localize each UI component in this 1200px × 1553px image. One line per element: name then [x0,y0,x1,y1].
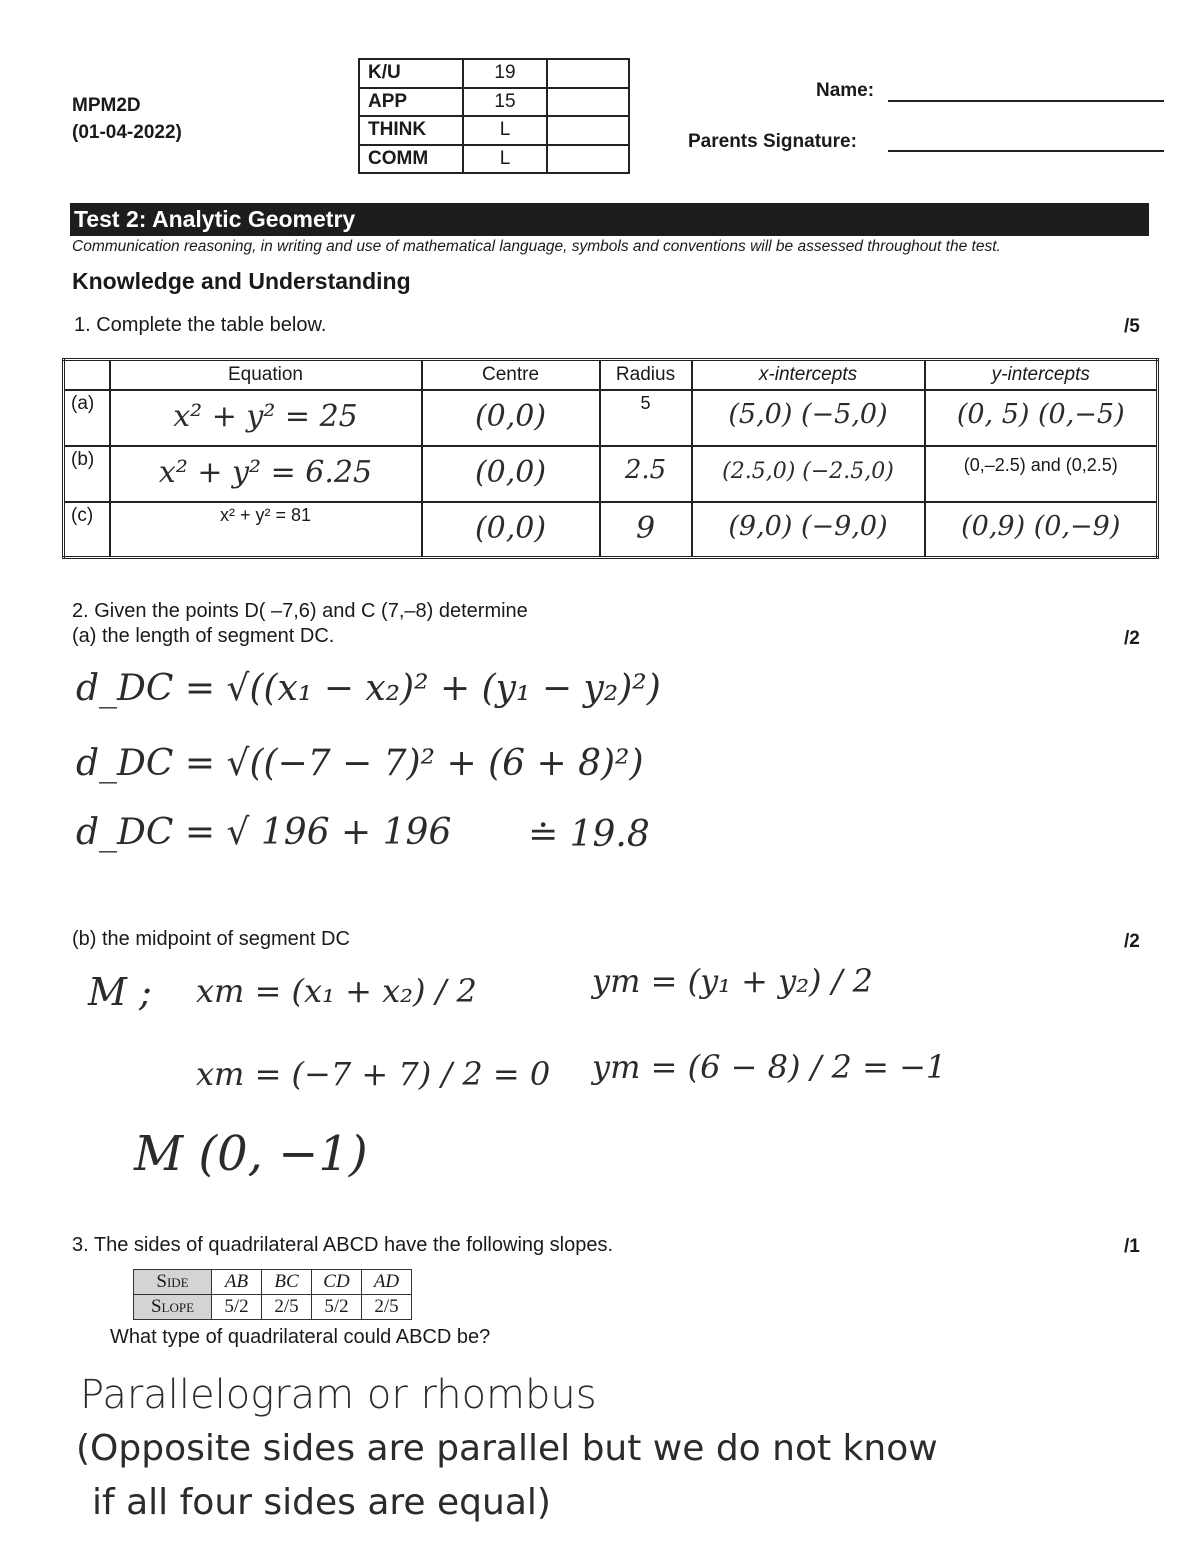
marks-category: THINK [359,116,463,145]
row-label: (a) [64,390,110,446]
x-intercepts-cell[interactable]: (5,0) (−5,0) [728,398,888,430]
distance-formula: d_DC = √((x₁ − x₂)² + (y₁ − y₂)²) [76,668,661,709]
slope-table-side-row [134,1270,412,1295]
side-cell: AB [212,1270,262,1295]
radius-cell[interactable]: 5 [640,392,651,413]
row-label: (c) [64,502,110,558]
marks-row [359,59,629,88]
table-row [64,446,1158,502]
q1-prompt: 1. Complete the table below. [74,314,327,336]
side-cell: CD [312,1270,362,1295]
marks-row [359,145,629,174]
side-cell: AD [362,1270,412,1295]
centre-cell[interactable]: (0,0) [474,398,547,434]
distance-substitution: d_DC = √((−7 − 7)² + (6 + 8)²) [76,743,644,784]
q1-points: /5 [1124,316,1140,337]
distance-result: ≐ 19.8 [528,814,650,855]
marks-category: K/U [359,59,463,88]
marks-score[interactable] [547,88,629,117]
ym-formula: ym = (y₁ + y₂) / 2 [592,962,873,1000]
marks-points: 15 [463,88,547,117]
answer-line-2: (Opposite sides are parallel but we do not know [76,1428,938,1469]
marks-points: 19 [463,59,547,88]
test-title: Test 2: Analytic Geometry [74,206,356,232]
q2b-points: /2 [1124,931,1140,952]
course-info [72,92,182,146]
header-radius: Radius [600,360,692,390]
q2b-prompt: (b) the midpoint of segment DC [72,928,350,950]
y-intercepts-cell[interactable]: (0,–2.5) and (0,2.5) [963,454,1118,475]
name-label: Name: [816,80,875,101]
q3-points: /1 [1124,1236,1140,1257]
side-cell: BC [262,1270,312,1295]
marks-score[interactable] [547,116,629,145]
side-header: Side [134,1270,212,1295]
xm-formula: xm = (x₁ + x₂) / 2 [196,972,477,1010]
marks-points: L [463,116,547,145]
q2a-prompt: (a) the length of segment DC. [72,625,335,647]
marks-table [358,58,630,174]
radius-cell[interactable]: 2.5 [624,454,667,485]
midpoint-label: M ; [88,970,152,1014]
row-label: (b) [64,446,110,502]
slope-cell: 5/2 [212,1295,262,1320]
equation-cell[interactable]: x² + y² = 6.25 [158,454,373,490]
q1-table [62,358,1159,559]
signature-label: Parents Signature: [688,131,857,152]
header-equation: Equation [110,360,422,390]
ym-calculation: ym = (6 − 8) / 2 = −1 [592,1048,947,1086]
q3-prompt: 3. The sides of quadrilateral ABCD have the following slopes. [72,1234,614,1256]
course-code: MPM2D [72,95,141,116]
marks-row [359,116,629,145]
distance-sum: d_DC = √ 196 + 196 [76,812,452,853]
marks-score[interactable] [547,145,629,174]
header-blank [64,360,110,390]
table-header-row [64,360,1158,390]
assessment-note: Communication reasoning, in writing and use of mathematical language, symbols and conventions will be assessed throughout the test. [72,238,1001,255]
q3-question: What type of quadrilateral could ABCD be? [110,1326,491,1348]
slope-cell: 5/2 [312,1295,362,1320]
marks-category: APP [359,88,463,117]
answer-line-3: if all four sides are equal) [92,1482,551,1523]
header-y-intercepts: y-intercepts [925,360,1158,390]
header-centre: Centre [422,360,600,390]
table-row [64,390,1158,446]
q2a-points: /2 [1124,628,1140,649]
x-intercepts-cell[interactable]: (9,0) (−9,0) [728,510,888,542]
midpoint-result: M (0, −1) [134,1126,368,1182]
answer-line-1: Parallelogram or rhombus [80,1372,597,1418]
x-intercepts-cell[interactable]: (2.5,0) (−2.5,0) [722,458,894,484]
slope-header: Slope [134,1295,212,1320]
marks-category: COMM [359,145,463,174]
header-x-intercepts: x-intercepts [692,360,925,390]
y-intercepts-cell[interactable]: (0, 5) (0,−5) [956,398,1125,430]
name-field[interactable] [888,100,1164,102]
xm-calculation: xm = (−7 + 7) / 2 = 0 [196,1055,551,1093]
equation-cell[interactable]: x² + y² = 25 [173,398,358,434]
marks-row [359,88,629,117]
slope-table-slope-row [134,1295,412,1320]
equation-cell[interactable]: x² + y² = 81 [219,504,312,525]
centre-cell[interactable]: (0,0) [474,510,547,546]
section-heading: Knowledge and Understanding [72,268,411,294]
test-title-banner [70,203,1149,236]
q2-prompt: 2. Given the points D( –7,6) and C (7,–8) determine [72,600,528,622]
slope-table [133,1269,412,1320]
centre-cell[interactable]: (0,0) [474,454,547,490]
slope-cell: 2/5 [262,1295,312,1320]
radius-cell[interactable]: 9 [635,510,656,546]
signature-field[interactable] [888,150,1164,152]
y-intercepts-cell[interactable]: (0,9) (0,−9) [961,510,1121,542]
test-date: (01-04-2022) [72,122,182,143]
marks-score[interactable] [547,59,629,88]
marks-points: L [463,145,547,174]
slope-cell: 2/5 [362,1295,412,1320]
table-row [64,502,1158,558]
